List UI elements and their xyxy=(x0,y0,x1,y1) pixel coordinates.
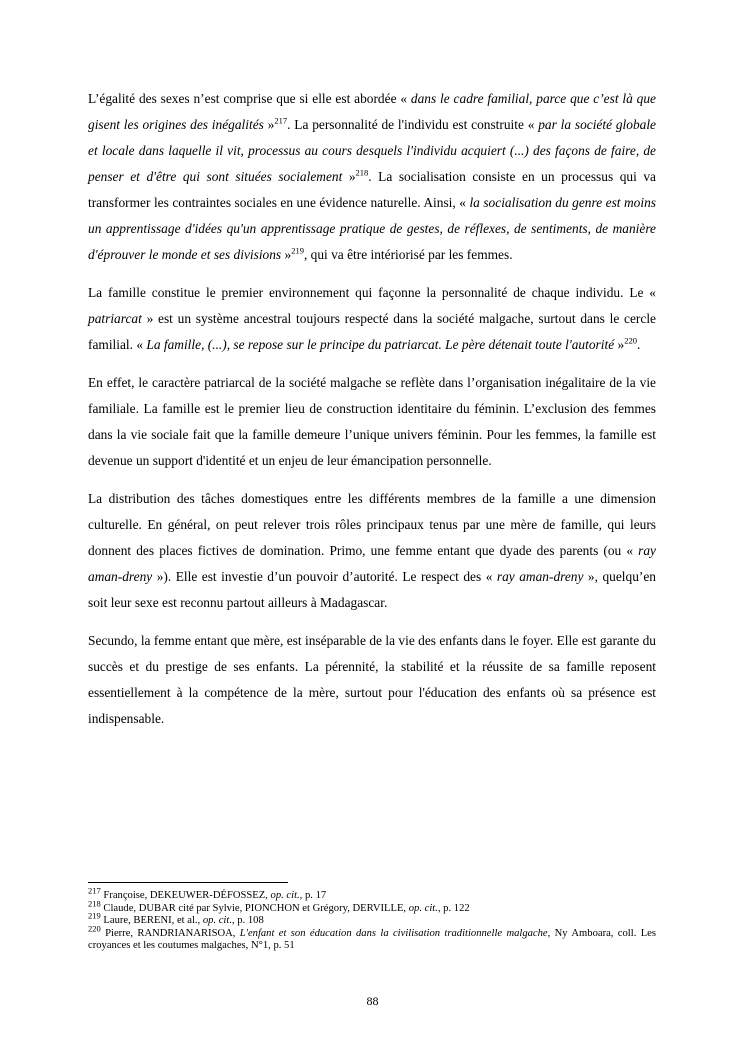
footnote-marker: 218 xyxy=(88,898,101,909)
footnote-marker: 218 xyxy=(355,167,369,178)
footnote xyxy=(88,910,656,928)
footnote xyxy=(88,898,656,916)
italic-text: op. cit. xyxy=(270,890,300,901)
text-run: Claude, DUBAR cité par Sylvie, PIONCHON et Grégory, DERVILLE, xyxy=(100,902,409,914)
footnote xyxy=(88,885,656,903)
paragraph xyxy=(88,280,656,358)
footnotes xyxy=(88,885,657,953)
text-run: » xyxy=(263,117,275,132)
footnote xyxy=(88,923,657,953)
text-run: » est un système ancestral toujours respecté dans la société malgache, surtout dans le cercle familial. « xyxy=(88,311,656,352)
footnote-marker: 220 xyxy=(88,923,101,934)
italic-text: L'enfant et son éducation dans la civilisation traditionnelle malgache, xyxy=(239,927,551,939)
italic-text: ray aman-dreny xyxy=(88,543,656,584)
text-run: Françoise, DEKEUWER-DÉFOSSEZ, xyxy=(100,890,271,901)
italic-text: par la société globale et locale dans laquelle il vit, processus au cours desquels l'individu acquiert (...) des façons de faire, de penser et d'être qui sont situées socialement xyxy=(88,117,656,184)
text-run: »). Elle est investie d’un pouvoir d’autorité. Le respect des « xyxy=(152,569,497,584)
text-run: Secundo, la femme entant que mère, est inséparable de la vie des enfants dans le foyer. Elle est garante du succès et du prestige de ses enfants. La pérennité, la stabilité et la réussite de sa famille reposent essentiellement à la compétence de la mère, surtout pour l'éducation des enfants où sa présence est indispensable. xyxy=(88,633,656,726)
paragraph xyxy=(88,86,656,268)
text-run: » xyxy=(342,169,356,184)
italic-text: la socialisation du genre est moins un apprentissage d'idées qu'un apprentissage pratique de gestes, de réflexes, de sentiments, de manière d'éprouver le monde et ses divisions xyxy=(88,195,656,262)
italic-text: La famille, (...), se repose sur le principe du patriarcat. Le père détenait toute l'autorité xyxy=(146,337,615,352)
text-run: La famille constitue le premier environnement qui façonne la personnalité de chaque individu. Le « xyxy=(88,285,656,300)
text-run: Pierre, RANDRIANARISOA, xyxy=(100,927,240,939)
text-run: , p. 108 xyxy=(231,915,264,927)
text-run: L’égalité des sexes n’est comprise que si elle est abordée « xyxy=(88,91,411,106)
footnote-marker: 217 xyxy=(274,115,288,126)
page-number: 88 xyxy=(366,994,379,1008)
footnote-marker: 219 xyxy=(88,910,101,921)
footnote-marker: 220 xyxy=(624,335,637,346)
text-run: En effet, le caractère patriarcal de la société malgache se reflète dans l’organisation inégalitaire de la vie familiale. La famille est le premier lieu de construction identitaire du féminin. L’exclusion des femmes dans la vie sociale fait que la famille demeure l’unique univers féminin. Pour les femmes, la famille est devenue un support d'identité et un enjeu de leur émancipation personnelle. xyxy=(88,375,656,468)
text-run: », quelqu’en soit leur sexe est reconnu partout ailleurs à Madagascar. xyxy=(88,569,657,610)
footnote-separator xyxy=(88,882,288,883)
page-body xyxy=(88,86,656,744)
italic-text: ray aman-dreny xyxy=(496,569,584,584)
italic-text: patriarcat xyxy=(88,311,142,326)
text-run: . La socialisation consiste en un processus qui va transformer les contraintes sociales en une évidence naturelle. Ainsi, « xyxy=(88,169,656,210)
italic-text: op. cit. xyxy=(202,915,232,927)
text-run: Laure, BERENI, et al., xyxy=(100,915,203,927)
text-run: , qui va être intériorisé par les femmes. xyxy=(303,247,513,262)
text-run: . xyxy=(636,337,641,352)
paragraph xyxy=(88,628,656,732)
text-run: » xyxy=(281,247,292,262)
text-run: La distribution des tâches domestiques entre les différents membres de la famille a une dimension culturelle. En général, on peut relever trois rôles principaux tenus par une mère de famille, qui leurs donnent des places fictives de domination. Primo, une femme entant que dyade des parents (ou « xyxy=(88,491,656,558)
italic-text: dans le cadre familial, parce que c’est là que gisent les origines des inégalités xyxy=(88,91,656,132)
footnote-marker: 217 xyxy=(88,885,101,896)
text-run: Ny Amboara, coll. Les croyances et les coutumes malgaches, N°1, p. 51 xyxy=(88,927,657,952)
paragraph xyxy=(88,486,656,616)
italic-text: op. cit. xyxy=(408,902,438,914)
paragraph xyxy=(88,370,656,474)
text-run: . La personnalité de l'individu est construite « xyxy=(287,117,539,132)
text-run: , p. 122 xyxy=(437,902,470,914)
footnote-marker: 219 xyxy=(291,245,304,256)
text-run: » xyxy=(614,337,625,352)
text-run: , p. 17 xyxy=(299,890,327,901)
